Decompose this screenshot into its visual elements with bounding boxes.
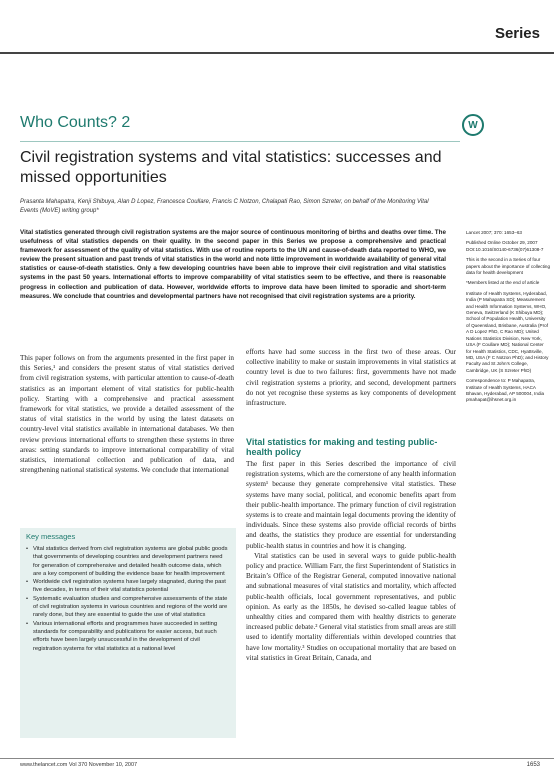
continuation-paragraph: efforts have had some success in the first two of these areas. Our collective inability to make or sustain improvements in vital statistics at country level is due to two failures: first, governments have not made civil registration systems a priority, and second, development partners do not yet recognise these systems as key components of development infrastructure. [246,348,456,408]
footer-journal-info: www.thelancet.com Vol 370 November 10, 2007 [20,762,138,768]
body-column-2-bottom [246,459,456,663]
correspondence: Correspondence to: P Mahapatra, Institute of Health Systems, HACA Bhavan, Hyderabad, AP 500004, India pmahapat@ihsnet.org.in [466,378,545,403]
footer-rule [0,758,554,759]
article-title: Civil registration systems and vital statistics: successes and missed opportunities [20,149,442,186]
key-messages-list [26,545,228,653]
affiliations: Institute of Health Systems, Hyderabad, India (P Mahapatra SD); Measurement and Health Information Systems, WHO, Geneva, Switzerland (K Shibuya MD); School of Population Health, University of Queensland, Brisbane, Australia (Prof A D Lopez PhD, C Rao MD); United Nations Statistics Division, New York, USA (F Coullare MD); National Center for Health Statistics, CDC, Hyattsville, MD, USA (F C Notzon PhD); and History Faculty and St John’s College, Cambridge, UK (S Szreter PhD) [466,290,549,373]
title-rule [20,141,460,142]
lancet-logo-icon: W [462,114,484,136]
abstract: Vital statistics generated through civil registration systems are the major source of continuous monitoring of births and deaths over time. The usefulness of vital statistics depends on their quality. In the second paper in this Series we propose a comprehensive and practical framework for assessment of the quality of vital statistics. With use of routine reports to the UN and cause-of-death data reported to WHO, we review the present situation and past trends of vital statistics in the world and note little improvement in worldwide availability of general vital statistics or cause-of-death statistics. Only a few developing countries have been able to improve their civil registration and vital statistics systems in the past 50 years. International efforts to improve comparability of vital statistics seem to be effective, and there is reasonable progress in collection and publication of data. However, worldwide efforts to improve data have been limited to sporadic and short-term measures. We conclude that countries and developmental partners have not recognised that civil registration systems are a priority. [20,229,446,300]
author-list: Prasanta Mahapatra, Kenji Shibuya, Alan D Lopez, Francesca Coullare, Francis C Notzon, Chalapati Rao, Simon Szreter, on behalf of the Monitoring Vital Events (MoVE) writing group* [20,199,429,214]
series-note: This is the second in a Series of four papers about the importance of collecting data for health development [466,257,551,276]
members-note: *Members listed at the end of article [466,280,540,286]
publication-info: Published Online October 29, 2007 DOI:10.1016/S0140-6736(07)61308-7 [466,240,544,252]
intro-paragraph: This paper follows on from the arguments presented in the first paper in this Series,¹ and considers the present status of vital statistics derived from civil registration systems, with particular attention to cause-of-death statistics as an important element of vital statistics for public-health policy. Starting with a comprehensive and practical assessment framework for vital statistics, we provide a detailed assessment of the status of vital statistics in the world by using the latest datasets on country-level vital statistics available in international databases. We then review previous international efforts to strengthen these systems in three areas: setting standards to improve international comparability of vital statistics, international collection and publication of data, and strengthening national statistical systems. We conclude that international [20,354,234,475]
section-paragraph-1: The first paper in this Series described the importance of civil registration systems, which are the cornerstone of any health information system¹ because they generate comprehensive vital statistics. These systems have many social, political, and economic benefits apart from their public-health importance. The primary function of civil registration systems is to create and maintain legal documents proving the identity of individuals. Since these systems also provide official records of births and deaths, the statistics they produce are essential for understanding public-health status in countries and how it is changing. [246,460,456,550]
page-number: 1653 [526,762,540,768]
citation: Lancet 2007; 370: 1653–63 [466,230,522,235]
body-column-2-top [246,347,456,408]
list-item: • Worldwide civil registration systems have largely stagnated, during the past five decades, in terms of their vital statistics potential [26,578,228,595]
body-column-1 [20,353,234,475]
header-rule [0,52,554,54]
list-item: • Various international efforts and programmes have succeeded in setting standards for comparability and publications for easier access, but such efforts have been largely unsuccessful in the development of civil registration systems for vital statistics at a national level [26,620,228,653]
side-notes [466,230,550,408]
section-title: Who Counts? 2 [20,114,131,131]
section-heading: Vital statistics for making and testing public-health policy [246,437,438,457]
section-paragraph-2: Vital statistics can be used in several ways to guide public-health policy and practice. William Farr, the first Superintendent of Statistics in Britain’s Office of the Registrar General, computed innovative national and subnational measures of vital statistics and mortality, which affected public-health officials, local government representatives, and public opinion. As early as the 1850s, he devised so-called league tables of unhealthy cities and compared them with healthy districts to generate increased public debate.² General vital statistics from small areas are still used to identify mortality differentials within developed countries that have low mortality.³ Studies on occupational mortality that are based on vital statistics in Great Britain, Canada, and [246,551,456,662]
list-item: • Vital statistics derived from civil registration systems are global public goods that governments of developing countries and development partners need for generation of comprehensive and detailed health outcome data, which are a key component of building the evidence base for health improvement [26,545,228,578]
key-messages-title: Key messages [26,532,76,541]
series-label: Series [494,25,540,42]
list-item: • Systematic evaluation studies and comprehensive assessments of the state of civil registration systems in various countries and regions of the world are rarely done, but they are essential to guide the use of vital statistics [26,595,228,620]
